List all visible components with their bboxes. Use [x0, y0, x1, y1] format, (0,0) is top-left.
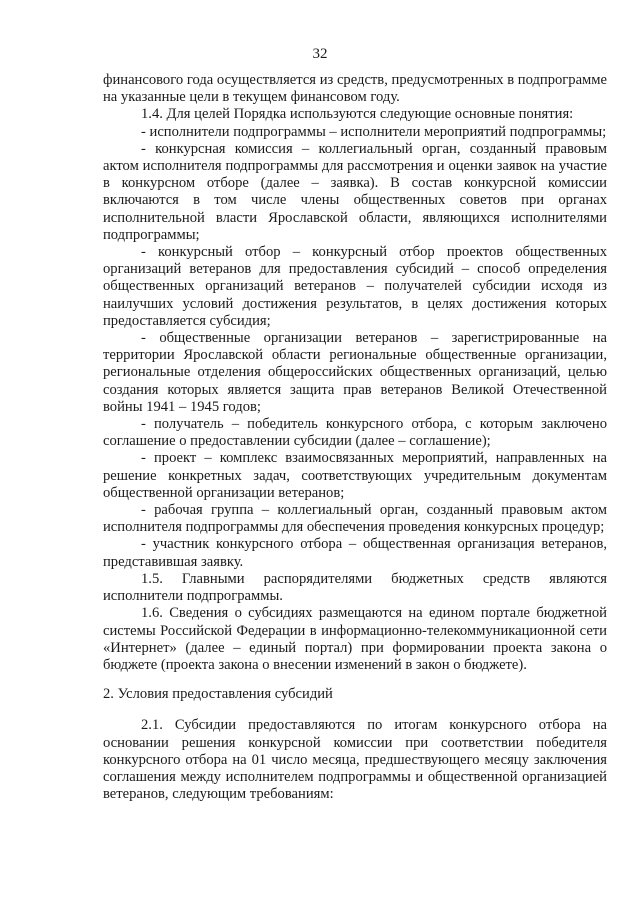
page-number: 32 [312, 46, 328, 62]
definition-performers: - исполнители подпрограммы – исполнители мероприятий подпрограммы; [141, 123, 607, 140]
paragraph-1-5: 1.5. Главными распорядителями бюджетных средств являются исполнители подпрограммы. [103, 570, 607, 605]
definition-veteran-organizations: - общественные организации ветеранов – зарегистрированные на территории Ярославской области региональные общественные организации, региональные отделения общероссийских общественных организаций, целью создания которых является защита прав ветеранов Великой Отечественной войны 1941 – 1945 годов; [103, 330, 607, 415]
definition-participant: - участник конкурсного отбора – общественная организация ветеранов, представившая заявку. [103, 536, 607, 570]
paragraph-continuation: финансового года осуществляется из средств, предусмотренных в подпрограмме на указанные цели в текущем финансовом году. [103, 72, 607, 106]
definition-competition-commission: - конкурсная комиссия – коллегиальный орган, созданный правовым актом исполнителя подпрограммы для рассмотрения и оценки заявок на участие в конкурсном отборе (далее – заявка). В состав конкурсной комиссии включаются в том числе члены общественных советов при органах исполнительной власти Ярославской области, являющихся исполнителями подпрограммы; [103, 140, 607, 243]
definition-working-group: - рабочая группа – коллегиальный орган, созданный правовым актом исполнителя подпрограммы для обеспечения проведения конкурсных процедур; [103, 502, 607, 536]
definition-recipient: - получатель – победитель конкурсного отбора, с которым заключено соглашение о предоставлении субсидии (далее – соглашение); [103, 416, 607, 450]
document-body [103, 72, 607, 803]
paragraph-definitions-intro: 1.4. Для целей Порядка используются следующие основные понятия: [141, 106, 574, 123]
definition-competitive-selection: - конкурсный отбор – конкурсный отбор проектов общественных организаций ветеранов для предоставления субсидий – способ определения общественных организаций ветеранов – получателей субсидии исходя из наилучших условий достижения результатов, в целях достижения которых предоставляется субсидия; [103, 244, 607, 329]
paragraph-2-1: 2.1. Субсидии предоставляются по итогам конкурсного отбора на основании решения конкурсной комиссии при соответствии победителя конкурсного отбора на 01 число месяца, предшествующего месяцу заключения соглашения между исполнителем подпрограммы и общественной организацией ветеранов, следующим требованиям: [103, 717, 607, 803]
definition-project: - проект – комплекс взаимосвязанных мероприятий, направленных на решение конкретных задач, соответствующих учредительным документам общественной организации ветеранов; [103, 450, 607, 501]
section-heading: 2. Условия предоставления субсидий [103, 686, 333, 703]
paragraph-1-6: 1.6. Сведения о субсидиях размещаются на едином портале бюджетной системы Российской Федерации в информационно-телекоммуникационной сети «Интернет» (далее – единый портал) при формировании проекта закона о бюджете (проекта закона о внесении изменений в закон о бюджете). [103, 605, 607, 673]
